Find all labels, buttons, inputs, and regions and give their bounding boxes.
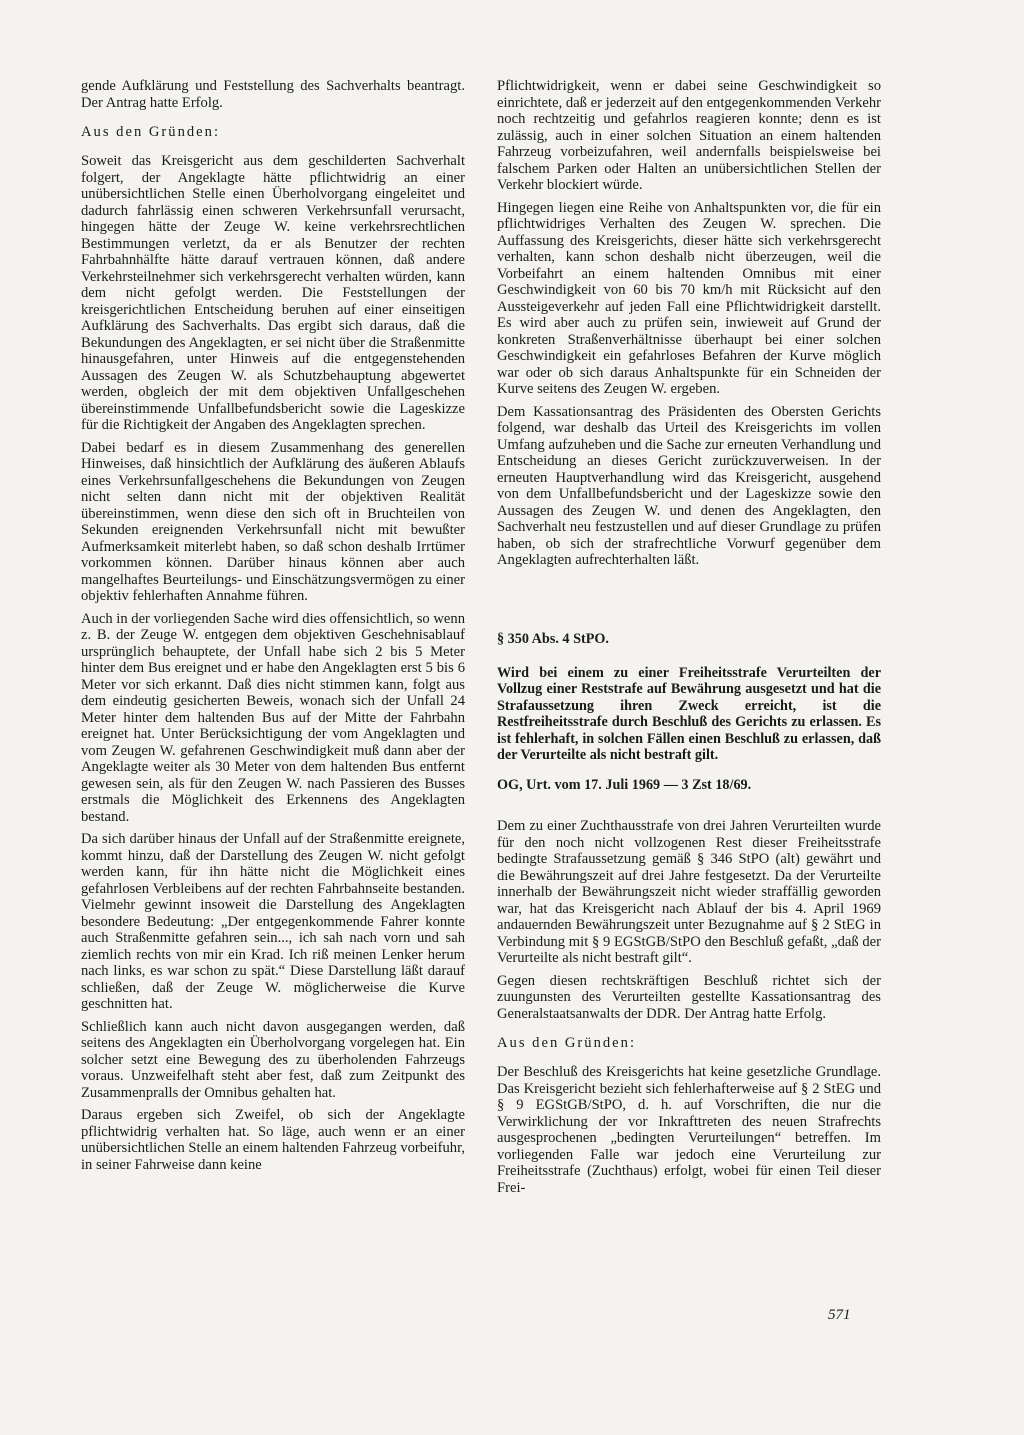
headnote: Wird bei einem zu einer Freiheitsstrafe Verurteilten der Vollzug einer Reststrafe auf Bewährung ausgesetzt und hat die Strafaussetzung ihren Zweck erreicht, ist die Restfreiheitsstrafe durch Beschluß des Gerichts zu erlassen. Es ist fehlerhaft, in solchen Fällen einen Beschluß zu erlassen, daß der Verurteilte als nicht bestraft gilt.: [497, 664, 881, 764]
section-heading: Aus den Gründen:: [81, 124, 221, 140]
right-column: [497, 78, 881, 1202]
body-paragraph: Da sich darüber hinaus der Unfall auf der Straßenmitte ereignete, kommt hinzu, daß der Darstellung des Zeugen W. nicht gefolgt werden kann, für ihn hätte nicht die Möglichkeit eines gefahrlosen Verbleibens auf der rechten Fahrbahnseite bestanden. Vielmehr gewinnt insoweit die Darstellung des Angeklagten besondere Bedeutung: „Der entgegenkommende Fahrer konnte auch Straßenmitte gefahren sein..., ich sah nach vorn und sah ziemlich rechts von mir ein Krad. Ich riß meinen Lenker herum nach links, es war schon zu spät.“ Diese Darstellung läßt darauf schließen, daß der Zeuge W. möglicherweise die Kurve geschnitten hat.: [81, 831, 465, 1012]
case-reference: OG, Urt. vom 17. Juli 1969 — 3 Zst 18/69.: [497, 777, 752, 794]
body-paragraph: Auch in der vorliegenden Sache wird dies offensichtlich, so wenn z. B. der Zeuge W. entgegen dem objektiven Geschehnisablauf ursprünglich behauptete, der Unfall habe sich 2 bis 5 Meter hinter dem Bus ereignet und er habe den Angeklagten erst 5 bis 6 Meter vor sich erkannt. Daß dies nicht stimmen kann, folgt aus dem eindeutig gesicherten Beweis, wonach sich der Unfall 24 Meter hinter dem haltenden Bus auf der Mitte der Fahrbahn ereignet hat. Unter Berücksichtigung der vom Angeklagten und vom Zeugen W. gefahrenen Geschwindigkeit muß dann aber der Angeklagte weiter als 30 Meter von dem haltenden Bus entfernt gewesen sein, als für den Zeugen W. nach Passieren des Busses erstmals die Möglichkeit des Erkennens des Angeklagten bestand.: [81, 610, 465, 825]
body-paragraph: Soweit das Kreisgericht aus dem geschilderten Sachverhalt folgert, der Angeklagte hätte pflichtwidrig an einer unübersichtlichen Stelle einen Überholvorgang eingeleitet und dadurch fahrlässig einen schweren Verkehrsunfall verursacht, hingegen hätte der Zeuge W. keine verkehrsrechtlichen Bestimmungen verletzt, da er als Benutzer der rechten Fahrbahnhälfte hätte darauf vertrauen können, daß andere Verkehrsteilnehmer sich verkehrsgerecht verhalten würden, kann dem nicht gefolgt werden. Die Feststellungen der kreisgerichtlichen Entscheidung beruhen auf einer einseitigen Aufklärung des Sachverhalts. Das ergibt sich daraus, daß die Bekundungen des Angeklagten, er sei nicht über die Straßenmitte hinausgefahren, unter Hinweis auf die entgegenstehenden Aussagen des Zeugen W. als Schutzbehauptung abgewertet werden, obgleich der mit dem objektiven Unfallgeschehen übereinstimmende Unfallbefundsbericht sowie die Lageskizze für die Richtigkeit der Angaben des Angeklagten sprechen.: [81, 153, 465, 433]
law-reference: § 350 Abs. 4 StPO.: [497, 630, 609, 647]
section-heading: Aus den Gründen:: [497, 1035, 637, 1052]
body-paragraph: Daraus ergeben sich Zweifel, ob sich der Angeklagte pflichtwidrig verhalten hat. So läge, auch wenn er an einer unübersichtlichen Stelle an einem haltenden Fahrzeug vorbeifuhr, in seiner Fahrweise dann keine: [81, 1107, 465, 1173]
body-paragraph: Dabei bedarf es in diesem Zusammenhang des generellen Hinweises, daß hinsichtlich der Aufklärung des äußeren Ablaufs eines Verkehrsunfallgeschehens die Bekundungen von Zeugen nicht selten dann nicht mit der objektiven Realität übereinstimmen, wenn diese den sich oft in Bruchteilen von Sekunden ereignenden Verkehrsunfall nicht mit bewußter Aufmerksamkeit miterlebt haben, so daß schon deshalb Irrtümer vorkommen können. Darüber hinaus können aber auch mangelhaftes Beurteilungs- und Einschätzungsvermögen zu einer objektiv fehlerhaften Annahme führen.: [81, 439, 465, 604]
body-paragraph: Hingegen liegen eine Reihe von Anhaltspunkten vor, die für ein pflichtwidriges Verhalten des Zeugen W. sprechen. Die Auffassung des Kreisgerichts, dieser hätte sich verkehrsgerecht verhalten, kann schon deshalb nicht überzeugen, weil die Vorbeifahrt an einem haltenden Omnibus mit einer Geschwindigkeit von 60 bis 70 km/h mit Rücksicht auf den Aussteigeverkehr auf jeden Fall eine Pflichtwidrigkeit darstellt. Es wird aber auch zu prüfen sein, inwieweit auf Grund der konkreten Straßenverhältnisse überhaupt bei einer solchen Geschwindigkeit ein gefahrloses Befahren der Kurve möglich war oder ob sich daraus Anhaltspunkte für ein Schneiden der Kurve seitens des Zeugen W. ergeben.: [497, 199, 881, 397]
intro-paragraph: gende Aufklärung und Feststellung des Sachverhalts beantragt. Der Antrag hatte Erfolg.: [81, 78, 465, 111]
case-paragraph: Dem zu einer Zuchthausstrafe von drei Jahren Verurteilten wurde für den noch nicht vollzogenen Rest dieser Freiheitsstrafe bedingte Strafaussetzung gemäß § 346 StPO (alt) gewährt und die Bewährungszeit auf drei Jahre festgesetzt. Da der Verurteilte innerhalb der Bewährungszeit nicht wieder straffällig geworden war, hat das Kreisgericht nach Ablauf der bis 4. April 1969 andauernden Bewährungszeit unter Bezugnahme auf § 2 StEG in Verbindung mit § 9 EGStGB/StPO den Beschluß gefaßt, „daß der Verurteilte als nicht bestraft gilt“.: [497, 818, 881, 967]
case-paragraph: Gegen diesen rechtskräftigen Beschluß richtet sich der zuungunsten des Verurteilten gestellte Kassationsantrag des Generalstaatsanwalts der DDR. Der Antrag hatte Erfolg.: [497, 972, 881, 1022]
page-number: 571: [828, 1307, 851, 1323]
body-paragraph: Dem Kassationsantrag des Präsidenten des Obersten Gerichts folgend, war deshalb das Urteil des Kreisgerichts im vollen Umfang aufzuheben und die Sache zur erneuten Verhandlung und Entscheidung an dieses Gericht zurückzuverweisen. In der erneuten Hauptverhandlung wird das Kreisgericht, ausgehend von dem Unfallbefundsbericht und der Lageskizze sowie den Aussagen des Zeugen W. und denen des Angeklagten, den Sachverhalt neu festzustellen und auf dieser Grundlage zu prüfen haben, ob sich der strafrechtliche Vorwurf gegenüber dem Angeklagten aufrechterhalten läßt.: [497, 403, 881, 568]
left-column: [81, 78, 465, 1179]
body-paragraph: Schließlich kann auch nicht davon ausgegangen werden, daß seitens des Angeklagten ein Überholvorgang vorgelegen hat. Ein solcher setzt eine Bewegung des zu überholenden Fahrzeugs voraus. Unzweifelhaft steht aber fest, daß zum Zeitpunkt des Zusammenpralls der Omnibus gehalten hat.: [81, 1018, 465, 1101]
section-gap: [497, 575, 881, 631]
body-paragraph: Pflichtwidrigkeit, wenn er dabei seine Geschwindigkeit so einrichtete, daß er jederzeit auf den entgegenkommenden Verkehr noch rechtzeitig und gefahrlos reagieren konnte; denn es ist zulässig, auch in einer solchen Situation an einem haltenden Fahrzeug vorbeizufahren, weil andernfalls beispielsweise bei falschem Parken oder Halten an unübersichtlichen Stellen der Verkehr blockiert würde.: [497, 78, 881, 193]
closing-paragraph: Der Beschluß des Kreisgerichts hat keine gesetzliche Grundlage. Das Kreisgericht bezieht sich fehlerhafterweise auf § 2 StEG und § 9 EGStGB/StPO, d. h. auf Vorschriften, die nur die Verwirklichung der vor Inkrafttreten des neuen Strafrechts ausgesprochenen „bedingten Verurteilungen“ betreffen. Im vorliegenden Falle war jedoch eine Verurteilung zur Freiheitsstrafe (Zuchthaus) erfolgt, wobei für einen Teil dieser Frei-: [497, 1064, 881, 1196]
